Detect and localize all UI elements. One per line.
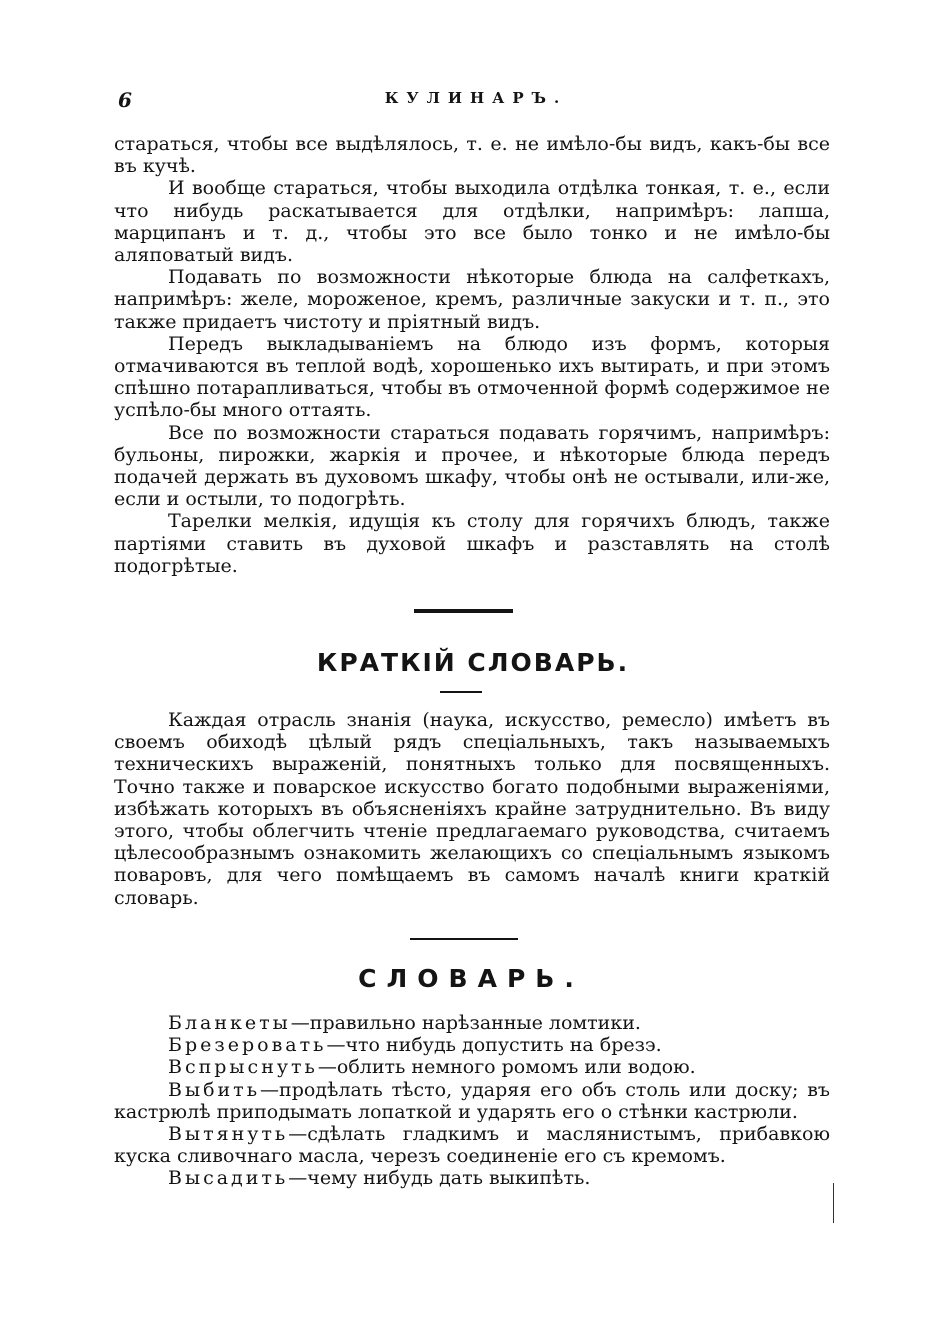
entry-term: Высадить xyxy=(168,1167,289,1190)
intro-paragraph-2: И вообще стараться, чтобы выходила отдѣлка тонкая, т. е., если что нибудь раскатывается для отдѣлки, напримѣръ: лапша, марципанъ и т. д., чтобы это все было тонко и не имѣло-бы аляповатый видъ. xyxy=(114,177,830,267)
entry-definition: —чему нибудь дать выкипѣть. xyxy=(288,1167,591,1190)
intro-paragraph-6: Тарелки мелкія, идущія къ столу для горячихъ блюдъ, также партіями ставить въ духовой шкафъ и разставлять на столѣ подогрѣтые. xyxy=(114,510,830,577)
entry-term: Вытянуть xyxy=(168,1123,289,1146)
entry-term: Бланкеты xyxy=(168,1012,291,1034)
intro-paragraph-1: стараться, чтобы все выдѣлялось, т. е. не имѣло-бы видъ, какъ-бы все въ кучѣ. xyxy=(114,133,830,178)
page-number: 6 xyxy=(118,88,132,112)
intro-paragraph-4: Передъ выкладываніемъ на блюдо изъ формъ, которыя отмачиваются въ теплой водѣ, хорошенько ихъ вытирать, и при этомъ спѣшно потарапливаться, чтобы въ отмоченной формѣ содержимое не успѣло-бы много оттаять. xyxy=(114,332,830,422)
entry-definition: —что нибудь допустить на брезэ. xyxy=(326,1034,662,1057)
brief-paragraph: Каждая отрасль знанія (наука, искусство, ремесло) имѣетъ въ своемъ обиходѣ цѣлый рядъ спеціальныхъ, такъ называемыхъ техническихъ выраженій, понятныхъ только для посвященныхъ. Точно также и поварское искусство богато подобными выраженіями, избѣжать которыхъ въ объясненіяхъ крайне затруднительно. Въ виду этого, чтобы облегчить чтеніе предлагаемаго руководства, считаемъ цѣлесообразнымъ ознакомить желающихъ со спеціальнымъ языкомъ поваровъ, для чего помѣщаемъ въ самомъ началѣ книги краткій словарь. xyxy=(114,709,830,909)
intro-paragraph-5: Все по возможности стараться подавать горячимъ, напримѣръ: бульоны, пирожки, жаркія и прочее, и нѣкоторые блюда передъ подачей держать въ духовомъ шкафу, чтобы онѣ не остывали, или-же, если и остыли, то подогрѣть. xyxy=(114,421,830,511)
section-divider-thick xyxy=(414,609,513,613)
entry-definition: —облить немного ромомъ или водою. xyxy=(317,1056,696,1079)
dictionary-entry xyxy=(114,1079,830,1123)
dictionary-entries xyxy=(114,1012,830,1190)
entry-term: Брезеровать xyxy=(168,1034,327,1057)
running-title: КУЛИНАРЪ. xyxy=(384,89,568,107)
dictionary-entry xyxy=(114,1167,830,1189)
brief-dictionary-text xyxy=(114,709,830,909)
section-divider-thin xyxy=(410,938,518,940)
title-underline xyxy=(440,691,482,693)
dictionary-entry xyxy=(114,1056,830,1078)
intro-paragraph-3: Подавать по возможности нѣкоторые блюда на салфеткахъ, напримѣръ: желе, мороженое, кремъ, различные закуски и т. п., это также придаетъ чистоту и пріятный видъ. xyxy=(114,266,830,333)
dictionary-entry xyxy=(114,1034,830,1056)
entry-definition: —сдѣлать гладкимъ и маслянистымъ, прибавкою куска сливочнаго масла, черезъ соединеніе его съ кремомъ. xyxy=(114,1123,830,1168)
entry-definition: —продѣлать тѣсто, ударяя его объ столь или доску; въ кастрюлѣ приподымать лопаткой и ударять его о стѣнки кастрюли. xyxy=(114,1078,830,1123)
dictionary-entry xyxy=(114,1012,830,1034)
entry-term: Выбить xyxy=(168,1078,261,1101)
brief-dictionary-title: КРАТКІЙ СЛОВАРЬ. xyxy=(316,648,630,677)
dictionary-entry xyxy=(114,1123,830,1167)
dictionary-title: СЛОВАРЬ. xyxy=(358,964,584,993)
entry-definition: —правильно нарѣзанные ломтики. xyxy=(290,1012,641,1034)
entry-term: Вспрыснуть xyxy=(168,1056,318,1079)
intro-text xyxy=(114,133,830,577)
margin-mark xyxy=(833,1183,834,1223)
